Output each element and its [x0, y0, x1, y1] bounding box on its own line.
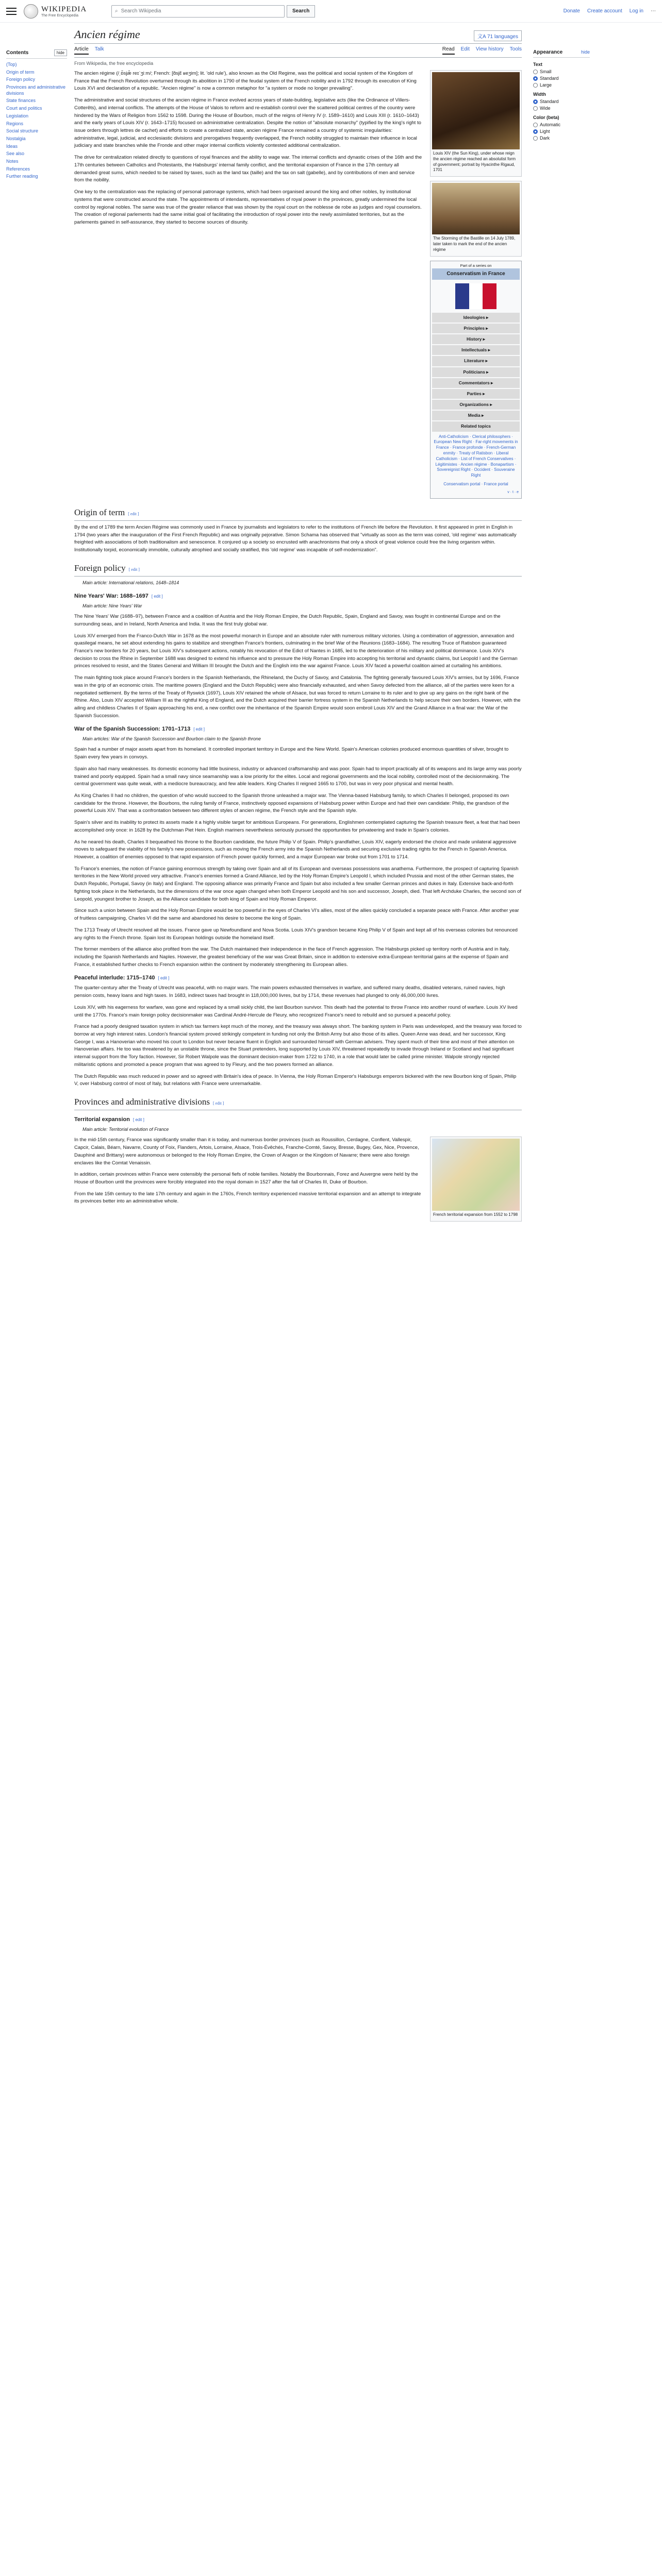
- width-option-label: Wide: [540, 106, 551, 111]
- header-link-donate[interactable]: Donate: [563, 8, 580, 14]
- louis-xiv-portrait[interactable]: [432, 72, 520, 149]
- sidebar-figures: [430, 70, 522, 499]
- text-option-label: Standard: [540, 76, 559, 81]
- paragraph: Spain also had many weaknesses. Its domestic economy had little business, industry or advanced craftsmanship and was poor. Spain had to import practically all of its weapons and its large army was poorly trained and poorly equipped. Spain had a small navy since seamanship was a low priority for the elites. Local and regional governments and the local nobility, controlled most of the decisionmaking. The central government was quite weak, with a mediocre bureaucracy, and few able leaders. King Charles II reigned 1665 to 1700, but was in very poor physical and mental health.: [74, 766, 522, 787]
- edit-link[interactable]: [ edit ]: [128, 511, 139, 516]
- hatnote[interactable]: Main article: Nine Years' War: [82, 603, 142, 609]
- tab-talk[interactable]: Talk: [94, 46, 104, 52]
- language-button[interactable]: 文A 71 languages: [474, 30, 522, 41]
- text-option-label: Small: [540, 69, 552, 74]
- text-size-label: Text: [533, 62, 542, 67]
- navbox-related-links[interactable]: Anti-Catholicism · Clerical philosophers · European New Right · Far-right movements in France · France profonde · French-German enmity · Treaty of Ratisbon · Liberal Catholicism · List of French Conservatives · Légitimistes · Ancien régime · Bonapartism · Sovereignist Right · Occident · Souveraine Right: [434, 434, 518, 478]
- navbox-part-of: Part of a series on: [460, 263, 492, 268]
- toc-item[interactable]: Ideas: [6, 143, 18, 149]
- paragraph: Spain had a number of major assets apart from its homeland. It controlled important territory in Europe and the New World. Spain's American colonies produced enormous quantities of silver, brought to Spain every few years in convoys.: [74, 747, 509, 760]
- paragraph: The main fighting took place around France's borders in the Spanish Netherlands, the Rhineland, the Duchy of Savoy, and Catalonia. The fighting generally favoured Louis XIV's armies, but by 1696, France was in the grip of an economic crisis. The maritime powers (England and the Dutch Republic) were also financially exhausted, and when Savoy defected from the alliance, all of the parties were keen for a negotiated settlement. By the terms of the Treaty of Ryswick (1697), Louis XIV retained the whole of Alsace, but was forced to return Lorraine to its ruler and to give up any gains on the right bank of the Rhine. Also, Louis XIV accepted William III as the rightful King of England, and the Dutch acquired their barrier fortress system in the Spanish Netherlands to help secure their own borders. However, with the ailing and childless Charles II of Spain approaching his end, a new conflict over the inheritance of the Spanish Empire would soon embroil Louis XIV and the Grand Alliance in a final war: the War of the Spanish Succession.: [74, 675, 521, 719]
- from-line: From Wikipedia, the free encyclopedia: [74, 61, 154, 66]
- paragraph: The quarter-century after the Treaty of Utrecht was peaceful, with no major wars. The main powers exhausted themselves in warfare, and suffered many deaths, disabled veterans, ruined navies, high pension costs, heavy loans and high taxes. In 1683, indirect taxes had brought in 118,000,000 livres, but by 1714, these revenues had plunged to only 46,000,000 livres.: [74, 985, 505, 999]
- bastille-figure: [430, 181, 522, 256]
- toc-item[interactable]: Legislation: [6, 113, 29, 118]
- text-option-small[interactable]: [533, 69, 590, 74]
- navbox-row-literature[interactable]: Literature ▸: [432, 356, 520, 366]
- edit-link[interactable]: [ edit ]: [193, 727, 205, 732]
- tab-view-history[interactable]: View history: [475, 46, 504, 52]
- origin-paragraph: By the end of 1789 the term Ancien Régime was commonly used in France by journalists and legislators to refer to the institutions of French life before the Revolution. It first appeared in print in English in 1794 (two years after the inauguration of the First French Republic) and was originally pejorative. Simon Schama has observed that "virtually as soon as the term was coined, 'old regime' was automatically freighted with associations of both traditionalism and senescence. It conjured up a society so encrusted with anachronisms that only a shock of great violence could free the living organism within. Institutionally torpid, economically immobile, culturally atrophied and socially stratified, this 'old regime' was incapable of self-modernization".: [74, 524, 517, 553]
- lead-section: [74, 70, 423, 499]
- edit-link[interactable]: [ edit ]: [213, 1101, 224, 1106]
- figure-caption: The Storming of the Bastille on 14 July 1789, later taken to mark the end of the ancien régime: [433, 236, 516, 252]
- tagline: The Free Encyclopedia: [41, 13, 78, 18]
- search-input[interactable]: [111, 5, 285, 18]
- lead-paragraph: The ancien régime (/ˌɒ̃sjæ̃ reɪˈʒiːm/; French: [ɑ̃sjɛ̃ ʁeʒim]; lit. 'old rule'), also known as the Old Regime, was the political and social system of the Kingdom of France that the French Revolution overturned through its abolition in 1790 of the feudal system of the French nobility and in 1792 through its execution of King Louis XVI and declaration of a republic. "Ancien régime" is now a common metaphor for "a system or mode no longer prevailing".: [74, 71, 417, 92]
- radio-icon: [533, 136, 538, 141]
- appearance-panel: [529, 23, 590, 1226]
- toc-item[interactable]: Origin of term: [6, 69, 35, 75]
- color-option-label: Dark: [540, 135, 550, 141]
- figure-caption: Louis XIV (the Sun King), under whose reign the ancien régime reached an absolutist form of government; portrait by Hyacinthe Rigaud, 1701: [433, 151, 516, 173]
- navbox-row-intellectuals[interactable]: Intellectuals ▸: [432, 345, 520, 355]
- search-button[interactable]: Search: [287, 5, 315, 18]
- hatnote[interactable]: Main article: International relations, 1648–1814: [82, 580, 179, 586]
- search-bar: [111, 5, 315, 18]
- lead-paragraph: One key to the centralization was the replacing of personal patronage systems, which had been organised around the king and other nobles, by institutional systems that were constructed around the state. The appointments of intendants, representatives of royal power in the provinces, greatly undermined the local control by regional nobles. The same was true of the greater reliance that was shown by the royal court on the noblesse de robe as judges and royal counselors. The creation of regional parlements had the same initial goal of facilitating the introduction of royal power into the newly assimilated territories, but as the parlements gained in self-assurance, they started to become sources of disunity.: [74, 189, 422, 225]
- table-of-contents: [6, 23, 67, 1226]
- radio-icon: [533, 123, 538, 127]
- navbox-row-ideologies[interactable]: Ideologies ▸: [432, 313, 520, 323]
- lead-paragraph: The administrative and social structures of the ancien régime in France evolved across years of state-building, legislative acts (like the Ordinance of Villers-Cotterêts), and internal conflicts. The attempts of the House of Valois to reform and re-establish control over the scattered political centres of the country were hindered by the Wars of Religion from 1562 to 1598. During the House of Bourbon, much of the reigns of Henry IV (r. 1589–1610) and Louis XIII (r. 1610–1643) and the early years of Louis XIV (r. 1643–1715) focused on administrative centralization. Despite the notion of "absolute monarchy" (typified by the king's right to issue orders through lettres de cachet) and efforts to create a centralized state, ancien régime France remained a country of systemic irregularities: administrative, legal, judicial, and ecclesiastic divisions and prerogatives frequently overlapped, the French nobility struggled to maintain their influence in local judiciary and state branches while the Fronde and other major internal conflicts violently contested additional centralization.: [74, 97, 421, 149]
- territorial-paragraphs: [74, 1137, 423, 1226]
- louis-xiv-figure: [430, 70, 522, 177]
- tab-edit[interactable]: Edit: [460, 46, 470, 52]
- color-option-automatic[interactable]: [533, 122, 590, 127]
- paragraph: From the late 15th century to the late 17th century and again in the 1760s, French territory experienced massive territorial expansion and an attempt to integrate its provinces better into an administrative whole.: [74, 1191, 421, 1205]
- navbox-row-history[interactable]: History ▸: [432, 334, 520, 344]
- section-provinces-heading: Provinces and administrative divisions [ edit ]: [74, 1095, 522, 1110]
- header-link-log-in[interactable]: Log in: [629, 8, 643, 14]
- tab-read[interactable]: Read: [442, 46, 455, 55]
- edit-link[interactable]: [ edit ]: [151, 594, 163, 599]
- paragraph: In the mid-15th century, France was significantly smaller than it is today, and numerous border provinces (such as Roussillon, Cerdagne, Conflent, Vallespir, Capcir, Calais, Béarn, Navarre, County of Foix, Flanders, Artois, Lorraine, Alsace, Trois-Évêchés, Franche-Comté, Savoy, Bresse, Bugey, Gex, Nice, Provence, Dauphiné and Brittany) were autonomous or belonged to the Holy Roman Empire, the Crown of Aragon or the Kingdom of Navarre; there were also foreign enclaves like the Comtat Venaissin.: [74, 1137, 419, 1166]
- paragraph: France had a poorly designed taxation system in which tax farmers kept much of the money, and the treasury was always short. The banking system in Paris was undeveloped, and the treasury was forced to borrow at very high interest rates. London's financial system proved strikingly competent in funding not only the British Army but also those of its allies. Queen Anne was dead, and her successor, King George I, was a Hanoverian who moved his court to London but never became fluent in English and surrounded himself with German advisers. They spent much of their time and most of their attention on Hanoverian affairs. He too was threatened by an unstable throne, since the Stuart pretenders, long supported by Louis XIV, threatened repeatedly to invade through Ireland or Scotland and had significant internal support from the Tory faction. However, Sir Robert Walpole was the dominant decision-maker from 1722 to 1740, in a role that would later be called prime minister. Walpole strongly rejected militaristic options and promoted a peace program that was agreed to by Fleury, and the two powers formed an alliance.: [74, 1024, 522, 1067]
- navbox-row-organizations[interactable]: Organizations ▸: [432, 400, 520, 410]
- conservatism-navbox: [430, 261, 522, 499]
- section-foreign-heading: Foreign policy [ edit ]: [74, 562, 522, 577]
- paragraph: As King Charles II had no children, the question of who would succeed to the Spanish throne unleashed a major war. The Vienna-based Habsburg family, to which Charles II belonged, proposed its own candidate for the throne. However, the Bourbons, the ruling family of France, instinctively opposed expansions of Habsburg power within Europe and had their own candidate: Philip, the grandson of the powerful Louis XIV. That was a confrontation between two different styles of ancien régime, the French style and the Spanish style.: [74, 793, 509, 814]
- edit-link[interactable]: [ edit ]: [133, 1117, 144, 1123]
- page-title: [74, 23, 522, 44]
- page-tabs: [74, 44, 522, 58]
- radio-icon: [533, 99, 538, 104]
- radio-icon: [533, 70, 538, 74]
- toc-item[interactable]: Court and politics: [6, 106, 42, 111]
- paragraph: Louis XIV emerged from the Franco-Dutch War in 1678 as the most powerful monarch in Europe and an absolute ruler with numerous military victories. Using a combination of aggression, annexation and quasilegal means, he set about extending his gains to stabilize and strengthen France's frontiers, culminating in the brief War of the Reunions (1683–1684). The resulting Truce of Ratisbon guaranteed France's new borders for 20 years, but Louis XIV's subsequent actions, notably his revocation of the Edict of Nantes in 1685, led to the deterioration of his military and political dominance. Louis XIV's decision to cross the Rhine in September 1688 was designed to extend his influence and to pressure the Holy Roman Empire into accepting his territorial and dynastic claims, but Leopold I and the German princes resolved to resist, and the States General and William III brought the Dutch and the English into the war against France. Louis XIV faced a powerful coalition aimed at curtailing his ambitions.: [74, 633, 518, 669]
- toc-item[interactable]: References: [6, 166, 30, 172]
- user-menu-icon[interactable]: ⋯: [651, 8, 656, 14]
- main-menu-icon[interactable]: [6, 8, 16, 15]
- section-peace-heading: Peaceful interlude: 1715–1740 [ edit ]: [74, 975, 170, 981]
- width-label: Width: [533, 92, 546, 97]
- edit-link[interactable]: [ edit ]: [158, 976, 170, 981]
- site-header: [0, 0, 662, 23]
- navbox-row-parties[interactable]: Parties ▸: [432, 389, 520, 399]
- tab-tools[interactable]: Tools: [509, 46, 522, 52]
- bastille-painting[interactable]: [432, 183, 520, 234]
- article-title: Ancien régime: [74, 28, 140, 41]
- lead-paragraph: The drive for centralization related directly to questions of royal finances and the ability to wage war. The internal conflicts and dynastic crises of the 16th and the 17th centuries between Catholics and Protestants, the Habsburgs' internal family conflict, and the territorial expansion of France in the 17th century all demanded great sums, which needed to be raised by taxes, such as the land tax (taille) and the tax on salt (gabelle), and by contributions of men and service from the nobility.: [74, 155, 422, 183]
- navbox-row-media[interactable]: Media ▸: [432, 411, 520, 420]
- spanish-paragraphs: [74, 746, 522, 969]
- width-option-wide[interactable]: [533, 106, 590, 111]
- globe-icon: [24, 4, 38, 19]
- paragraph: The Nine Years' War (1688–97), between France and a coalition of Austria and the Holy Roman Empire, the Dutch Republic, Spain, England and Savoy, was fought in continental Europe and on the surrounding seas, and in Ireland, North America and India. It was the first truly global war.: [74, 614, 501, 627]
- color-option-light[interactable]: [533, 129, 590, 134]
- article-content: [67, 23, 529, 1226]
- section-origin-heading: Origin of term [ edit ]: [74, 506, 522, 521]
- search-placeholder: Search Wikipedia: [121, 8, 161, 14]
- navbox-row-commentators[interactable]: Commentators ▸: [432, 378, 520, 388]
- expansion-map[interactable]: [432, 1139, 520, 1211]
- personal-tools: [564, 8, 656, 14]
- toc-item[interactable]: (Top): [6, 62, 17, 67]
- toc-item[interactable]: Foreign policy: [6, 77, 36, 82]
- toc-item[interactable]: Regions: [6, 121, 24, 126]
- paragraph: Louis XIV, with his eagerness for warfare, was gone and replaced by a small sickly child, the last Bourbon survivor. This death had the potential to throw France into another round of warfare. Louis XV lived until the 1770s. France's main foreign policy decisionmaker was Cardinal André-Hercule de Fleury, who recognized France's need to rebuild and so pursued a peaceful policy.: [74, 1004, 518, 1018]
- hatnote[interactable]: Main article: Territorial evolution of France: [82, 1127, 169, 1132]
- appearance-title: Appearance: [533, 49, 563, 55]
- navbox-title[interactable]: Conservatism in France: [432, 268, 520, 280]
- peace-paragraphs: [74, 985, 522, 1088]
- section-spanish-heading: War of the Spanish Succession: 1701–1713 [ edit ]: [74, 726, 205, 733]
- radio-icon: [533, 129, 538, 134]
- toc-item[interactable]: See also: [6, 151, 25, 157]
- navbox-row-politicians[interactable]: Politicians ▸: [432, 367, 520, 377]
- navbox-related-label: Related topics: [432, 421, 520, 431]
- toc-item[interactable]: Notes: [6, 158, 19, 164]
- width-option-label: Standard: [540, 99, 559, 104]
- paragraph: The former members of the alliance also profited from the war. The Dutch maintained their independence in the face of French aggression. The Habsburgs picked up territory north of Austria and in Italy, including the Spanish Netherlands and Naples. However, the greatest beneficiary of the war was Great Britain, since in addition to extensive extra-European territorial gains at the expense of Spain and France, it established further checks to French expansion within the continent by moderately strengthening its European allies.: [74, 946, 510, 968]
- radio-icon: [533, 76, 538, 81]
- toc-item[interactable]: Nostalgia: [6, 135, 26, 141]
- paragraph: In addition, certain provinces within France were ostensibly the personal fiefs of noble families. Notably the Bourbonnais, Forez and Auvergne were held by the House of Bourbon until the provinces were forcibly integrated into the royal domain in 1527 after the fall of Charles III, Duke of Bourbon.: [74, 1172, 418, 1185]
- paragraph: Since such a union between Spain and the Holy Roman Empire would be too powerful in the eyes of Charles VI's allies, most of the allies quickly concluded a separate peace with France. After another year of fruitless campaigning, Charles VI did the same and abandoned his desire to become the king of Spain.: [74, 908, 519, 922]
- text-option-label: Large: [540, 82, 552, 88]
- nine-years-paragraphs: [74, 613, 522, 720]
- search-icon: ⌕: [115, 8, 118, 14]
- edit-link[interactable]: [ edit ]: [128, 567, 140, 572]
- toc-hide-button[interactable]: hide: [54, 49, 67, 56]
- color-option-label: Automatic: [540, 122, 561, 127]
- navbox-vte[interactable]: v · t · e: [507, 490, 519, 494]
- header-link-create-account[interactable]: Create account: [587, 8, 622, 14]
- paragraph: The 1713 Treaty of Utrecht resolved all the issues. France gave up Newfoundland and Nova Scotia. Louis XIV's grandson became King Philip V of Spain and kept all of his overseas colonies but renounced any rights to the French throne. Spain lost its European holdings outside the homeland itself.: [74, 927, 518, 941]
- color-option-dark[interactable]: [533, 135, 590, 141]
- section-territorial-heading: Territorial expansion [ edit ]: [74, 1116, 144, 1123]
- figure-caption: French territorial expansion from 1552 to 1798: [433, 1212, 518, 1217]
- toc-item[interactable]: Social structure: [6, 128, 39, 134]
- tab-article[interactable]: Article: [74, 46, 89, 55]
- navbox-portals[interactable]: Conservatism portal · France portal: [443, 481, 508, 486]
- text-option-standard[interactable]: [533, 76, 590, 81]
- paragraph: To France's enemies, the notion of France gaining enormous strength by taking over Spain and all of its European and overseas possessions was anathema. Furthermore, the prospect of capturing Spanish territories in the New World proved very attractive. France's enemies formed a Grand Alliance, led by the Holy Roman Empire's Leopold I, which included Prussia and most of the other German states, the Dutch Republic, Portugal, Savoy (in Italy) and England. The opposing alliance was primarily France and Spain but also included a few smaller German princes and dukes in Italy. Extensive back-and-forth fighting took place in the Netherlands, but the dimensions of the war once again changed when both Emperor Leopold and his son and successor, Joseph, died. That left Archduke Charles, the second son of Leopold, youngest brother to Joseph, as the Alliance candidate for both king of Spain and Holy Roman Emperor.: [74, 866, 521, 902]
- paragraph: As he neared his death, Charles II bequeathed his throne to the Bourbon candidate, the future Philip V of Spain. Philip's grandfather, Louis XIV, eagerly endorsed the choice and made unilateral aggressive moves to safeguard the viability of his family's new possessions, such as moving the French army into the Spanish Netherlands and securing exclusive trading rights for the French in Spanish America. However, a coalition of enemies opposed to that rapid expansion of French power quickly formed, and a major European war broke out from 1701 to 1714.: [74, 839, 517, 860]
- text-option-large[interactable]: [533, 82, 590, 88]
- appearance-hide-button[interactable]: hide: [581, 49, 590, 55]
- toc-item[interactable]: State finances: [6, 98, 36, 104]
- color-option-label: Light: [540, 129, 550, 134]
- width-option-standard[interactable]: [533, 99, 590, 104]
- toc-item[interactable]: Further reading: [6, 174, 38, 179]
- paragraph: The Dutch Republic was much reduced in power and so agreed with Britain's idea of peace. In Vienna, the Holy Roman Emperor's Habsburgs emperors bickered with the new Bourbon king of Spain, Philip V, over Habsburg control of most of Italy, but relations with France were unremarkable.: [74, 1073, 517, 1087]
- paragraph: Spain's silver and its inability to protect its assets made it a highly visible target for ambitious Europeans. For generations, Englishmen contemplated capturing the Spanish treasure fleet, a feat that had been accomplished only once: in 1628 by the Dutchman Piet Hein. English mariners nevertheless seriously pursued the opportunities for privateering and trade in Spain's colonies.: [74, 820, 520, 833]
- flag-icon: [455, 282, 496, 311]
- toc-item[interactable]: Provinces and administrative divisions: [6, 84, 66, 96]
- wikipedia-logo[interactable]: [24, 4, 91, 19]
- section-nine-years-heading: Nine Years' War: 1688–1697 [ edit ]: [74, 593, 163, 600]
- hatnote[interactable]: Main articles: War of the Spanish Succession and Bourbon claim to the Spanish throne: [82, 736, 261, 742]
- radio-icon: [533, 106, 538, 111]
- radio-icon: [533, 83, 538, 88]
- map-figure: [430, 1137, 522, 1222]
- wordmark: WIKIPEDIA: [41, 5, 87, 13]
- toc-title: Contents: [6, 50, 29, 56]
- color-label: Color (beta): [533, 115, 559, 120]
- navbox-row-principles[interactable]: Principles ▸: [432, 324, 520, 333]
